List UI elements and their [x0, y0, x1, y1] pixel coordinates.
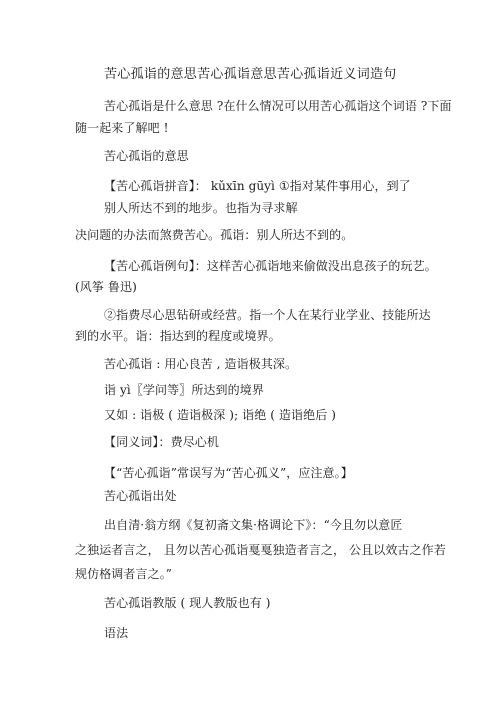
explain-line-1: 苦心孤诣 : 用心良苦 , 造诣极其深。: [104, 357, 298, 371]
example-line-1: 【苦心孤诣例句】：这样苦心孤诣地来偷做没出息孩子的玩艺。: [104, 259, 437, 273]
pinyin-line-2: 别人所达不到的地步。也指为寻求解: [104, 201, 298, 215]
document-title: 苦心孤诣的意思苦心孤诣意思苦心孤诣近义词造句: [104, 67, 397, 82]
example-line-2: (风筝 鲁迅): [75, 280, 137, 294]
note-line: 【“苦心孤诣”常误写为“苦心孤义”，应注意。】: [104, 466, 353, 480]
meaning2-line-2: 到的水平。诣：指达到的程度或境界。: [75, 329, 281, 343]
synonym-line: 【同义词】：费尽心机: [104, 435, 220, 449]
source-line-2: 之独运者言之， 且勿以苦心孤诣戛戛独造者言之， 公且以效古之作若: [75, 543, 446, 557]
explain-line-2: 诣 yì〖学问等〗所达到的境界: [104, 383, 264, 397]
intro-line-2: 随一起来了解吧 !: [75, 121, 169, 135]
section-heading-edition: 苦心孤诣教版 ( 现人教版也有 ): [104, 596, 271, 610]
section-heading-grammar: 语法: [104, 626, 129, 640]
pinyin-line-1: 【苦心孤诣拼音】： kǔxīn gūyì ①指对某件事用心，到了: [104, 179, 411, 193]
section-heading-source: 苦心孤诣出处: [104, 489, 177, 503]
source-line-1: 出自清·翁方纲《复初斋文集·格调论下》：“今且勿以意匠: [104, 518, 403, 532]
source-line-3: 规仿格调者言之。”: [75, 567, 173, 581]
section-heading-meaning: 苦心孤诣的意思: [104, 149, 189, 163]
meaning2-line-1: ②指费尽心思钻研或经营。指一个人在某行业学业、技能所达: [104, 308, 431, 322]
explain-line-3: 又如 : 诣极 ( 造诣极深 ); 诣绝 ( 造诣绝后 ): [104, 408, 337, 422]
intro-line-1: 苦心孤诣是什么意思 ?在什么情况可以用苦心孤诣这个词语 ?下面: [104, 99, 452, 113]
pinyin-line-3: 决问题的办法而煞费苦心。孤诣：别人所达不到的。: [75, 228, 354, 242]
